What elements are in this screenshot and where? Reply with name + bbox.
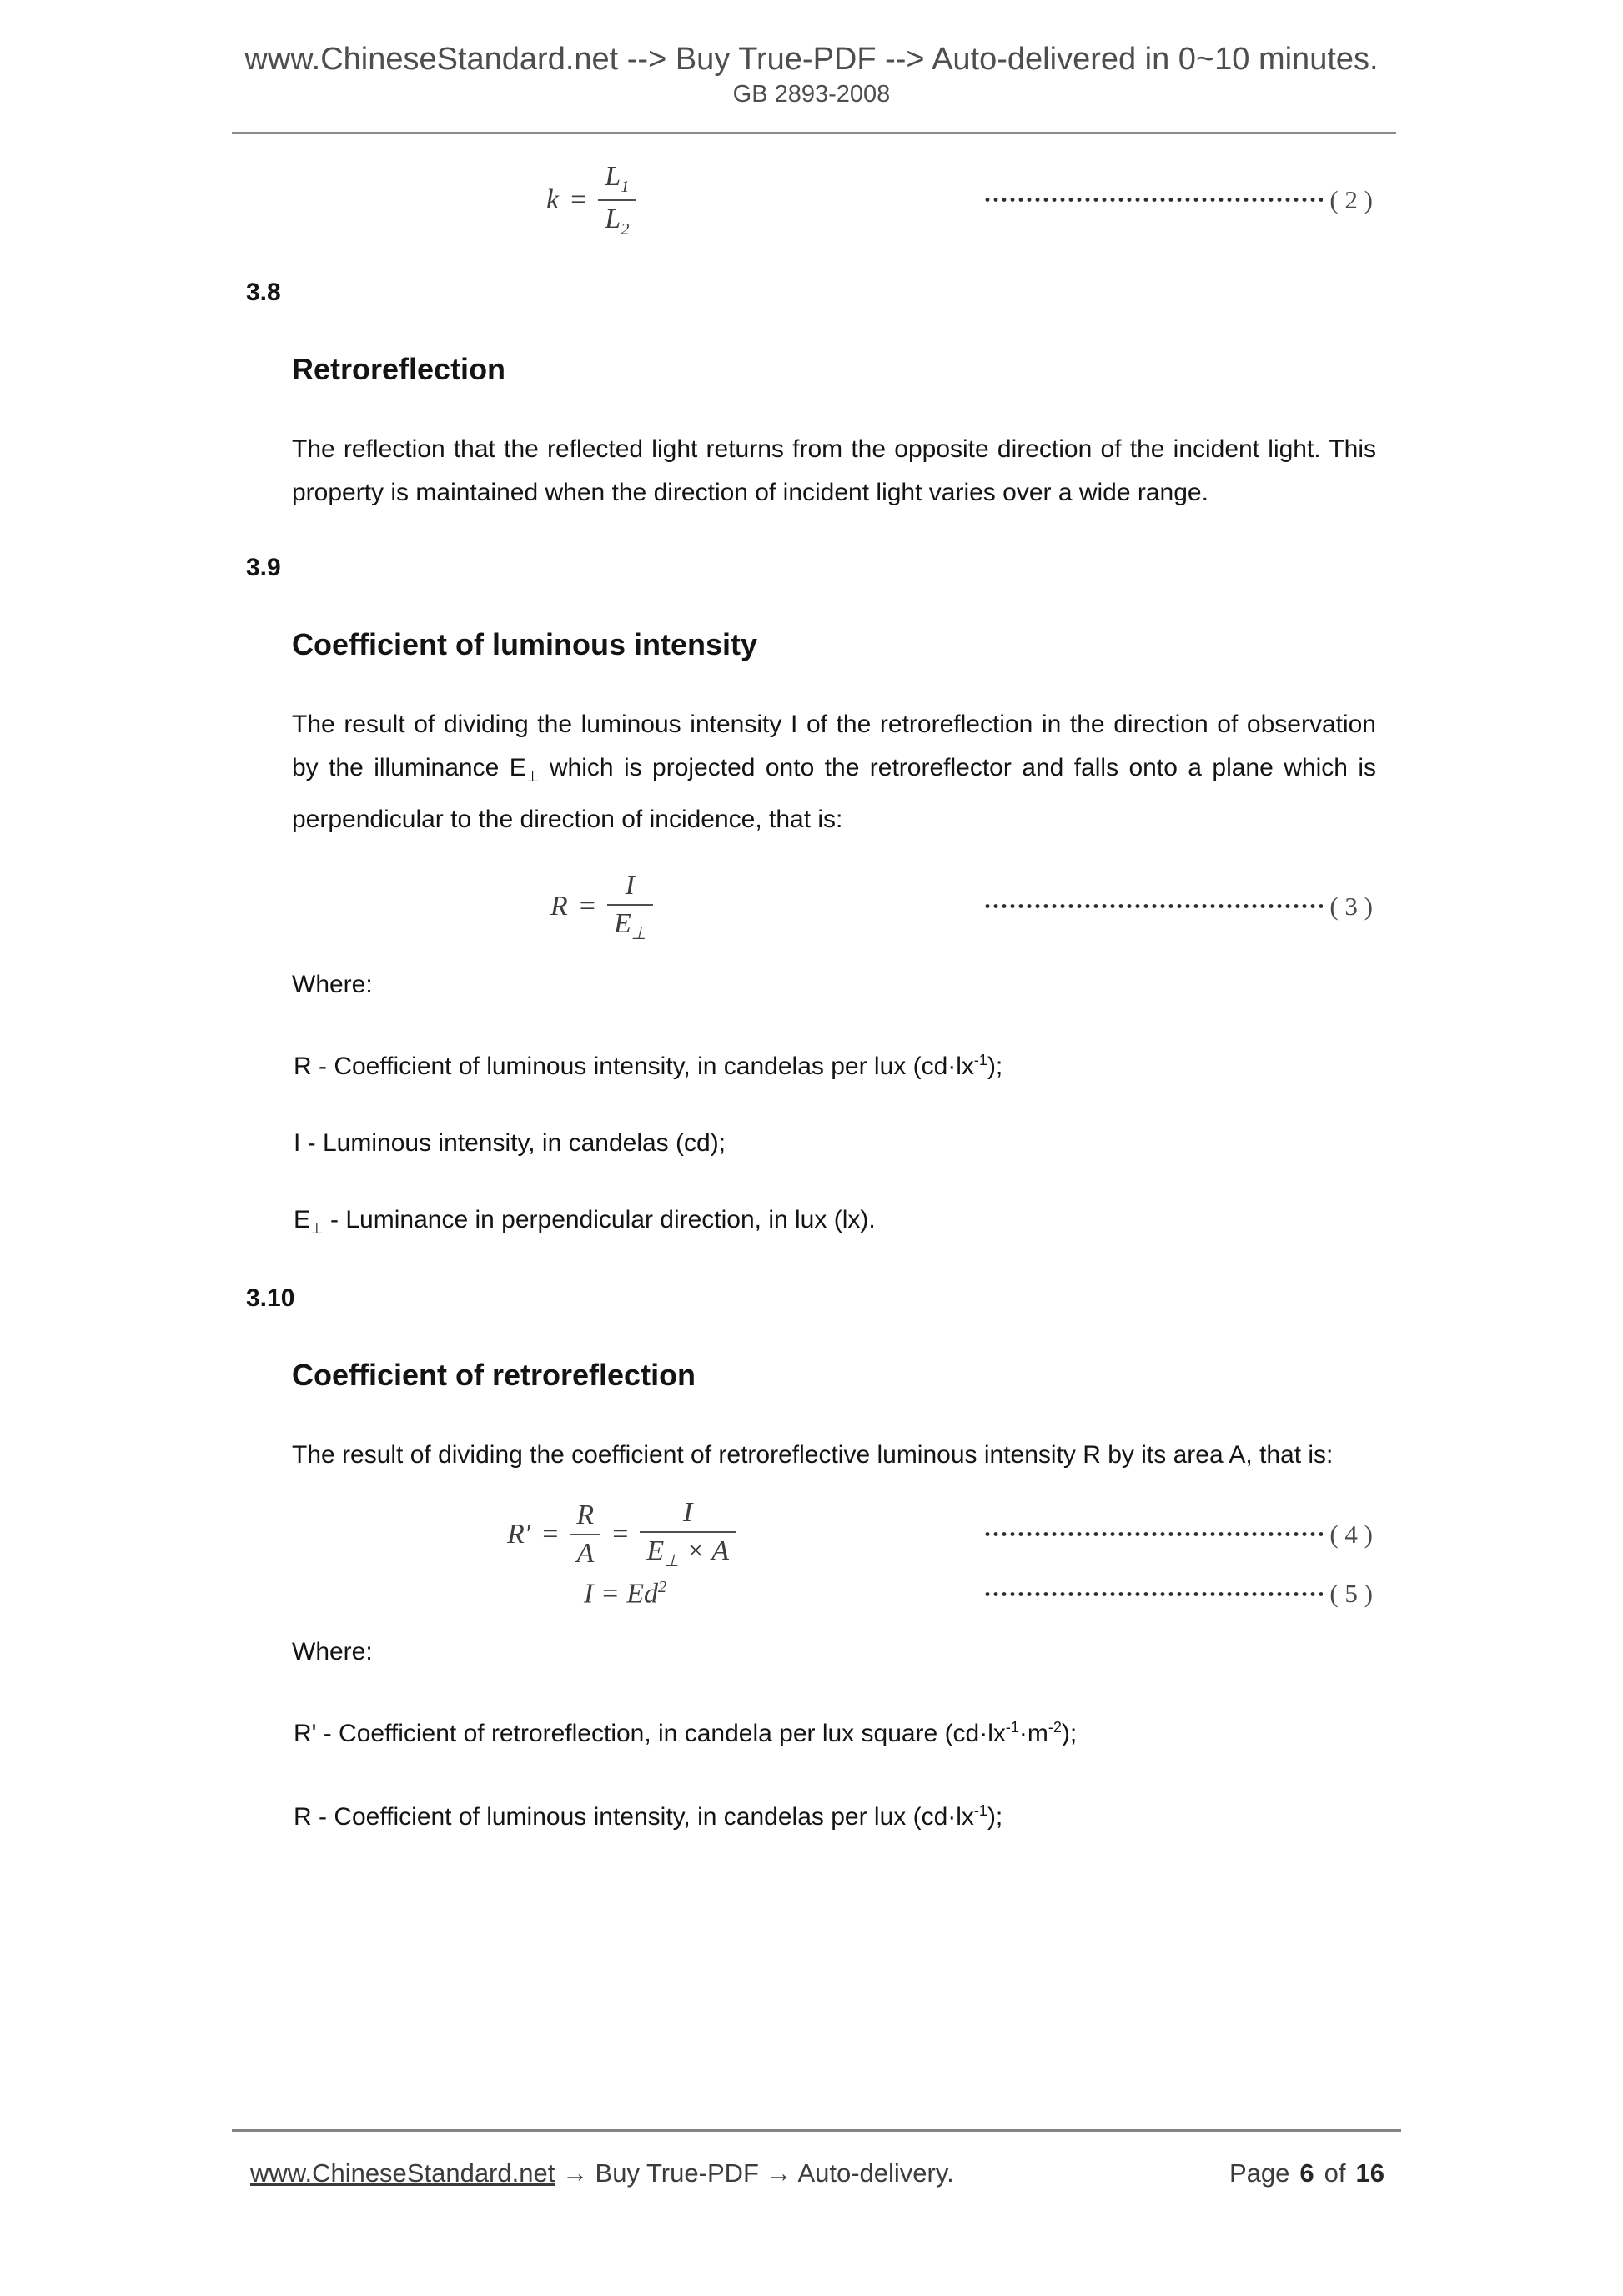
equation-number: ( 2 ) — [1329, 184, 1373, 214]
paragraph-3-10: The result of dividing the coefficient of retroreflective luminous intensity R by its area A, that is: — [292, 1441, 1334, 1470]
page-indicator — [1229, 2158, 1384, 2188]
equation-5-expression — [584, 1578, 666, 1610]
equation-lhs: k — [546, 183, 560, 215]
of-label: of — [1324, 2158, 1346, 2188]
paragraph-3-9: The result of dividing the luminous intensity I of the retroreflection in the direction of observation by the illuminance $E_\perp$ which is projected onto the retroreflector and falls onto a plane which is perpendicular to the direction of incidence, that is: — [292, 710, 1376, 833]
equation-5-row — [0, 1578, 1623, 1610]
equation-3-row — [0, 870, 1623, 944]
dotted-leader — [984, 1590, 1323, 1598]
page-number: 6 — [1299, 2158, 1314, 2188]
fraction-numerator: $L_1$ — [605, 161, 630, 196]
dotted-leader — [984, 196, 1323, 203]
equation-4-row — [0, 1497, 1623, 1571]
where-label: Where: — [292, 971, 373, 999]
header-doc-code: GB 2893-2008 — [732, 81, 891, 108]
definition-item-i: I - Luminous intensity, in candelas (cd); — [294, 1129, 726, 1158]
section-heading-retroreflection: Retroreflection — [292, 351, 506, 386]
where-label: Where: — [292, 1637, 373, 1665]
header-rule — [232, 132, 1396, 134]
fraction-denominator: A — [570, 1534, 600, 1570]
paragraph-3-8: The reflection that the reflected light returns from the opposite direction of the incident light. This property is maintained when the direction of incident light varies over a wide range. — [292, 435, 1376, 506]
equals-sign: = — [542, 1518, 559, 1550]
footer-tail: → Buy True-PDF → Auto-delivery. — [555, 2158, 954, 2188]
footer-rule — [232, 2129, 1401, 2132]
section-number-3-10: 3.10 — [246, 1284, 295, 1313]
page-footer — [250, 2158, 1384, 2188]
header-banner-text: www.ChineseStandard.net --> Buy True-PDF --> Auto-delivered in 0~10 minutes. — [244, 42, 1379, 77]
dotted-leader — [984, 902, 1323, 910]
page-label: Page — [1229, 2158, 1290, 2188]
dotted-leader — [984, 1530, 1323, 1538]
footer-left — [250, 2158, 954, 2188]
section-heading-coefficient-luminous-intensity: Coefficient of luminous intensity — [292, 626, 758, 661]
fraction-denominator: $E_\perp \times A$ — [640, 1531, 736, 1571]
equation-lhs: R — [550, 890, 568, 922]
fraction — [570, 1500, 600, 1570]
fraction-numerator: I — [625, 869, 635, 901]
equals-sign: = — [579, 890, 595, 922]
equation-2-row — [0, 161, 1623, 239]
equation-number: ( 5 ) — [1329, 1579, 1373, 1609]
definition-item-r-prime: R' - Coefficient of retroreflection, in candela per lux square $(cd\cdot lx^{-1}\cdot m^{-2})$; — [294, 1718, 1078, 1747]
definition-item-r: R - Coefficient of luminous intensity, in candelas per lux $(cd\cdot lx^{-1})$; — [294, 1052, 1003, 1081]
section-heading-coefficient-retroreflection: Coefficient of retroreflection — [292, 1358, 696, 1393]
fraction-denominator: $L_2$ — [598, 199, 636, 239]
section-number-3-8: 3.8 — [246, 278, 281, 306]
equation-4-expression — [507, 1497, 736, 1571]
page-header — [0, 0, 1623, 108]
equation-number: ( 4 ) — [1329, 1519, 1373, 1549]
equation-2-expression — [546, 161, 636, 239]
equation-3-expression — [550, 870, 653, 944]
equation-number: ( 3 ) — [1329, 891, 1373, 921]
equals-sign: = — [570, 183, 587, 215]
fraction — [598, 161, 636, 239]
fraction-denominator: $E_\perp$ — [607, 904, 653, 944]
footer-link[interactable]: www.ChineseStandard.net — [250, 2158, 555, 2188]
fraction — [607, 870, 653, 944]
definition-item-e-perp: $E_\perp$ - Luminance in perpendicular direction, in lux (lx). — [294, 1206, 876, 1238]
equals-sign: = — [612, 1518, 629, 1550]
page-total: 16 — [1355, 2158, 1384, 2188]
definition-item-r: R - Coefficient of luminous intensity, in candelas per lux $(cd\cdot lx^{-1})$; — [294, 1801, 1003, 1831]
fraction — [640, 1497, 736, 1571]
fraction-numerator: I — [683, 1497, 693, 1529]
equation-lhs: R′ — [507, 1518, 531, 1550]
fraction-numerator: R — [576, 1499, 595, 1530]
section-number-3-9: 3.9 — [246, 553, 281, 581]
equation-body: $I = Ed^2$ — [584, 1578, 667, 1610]
